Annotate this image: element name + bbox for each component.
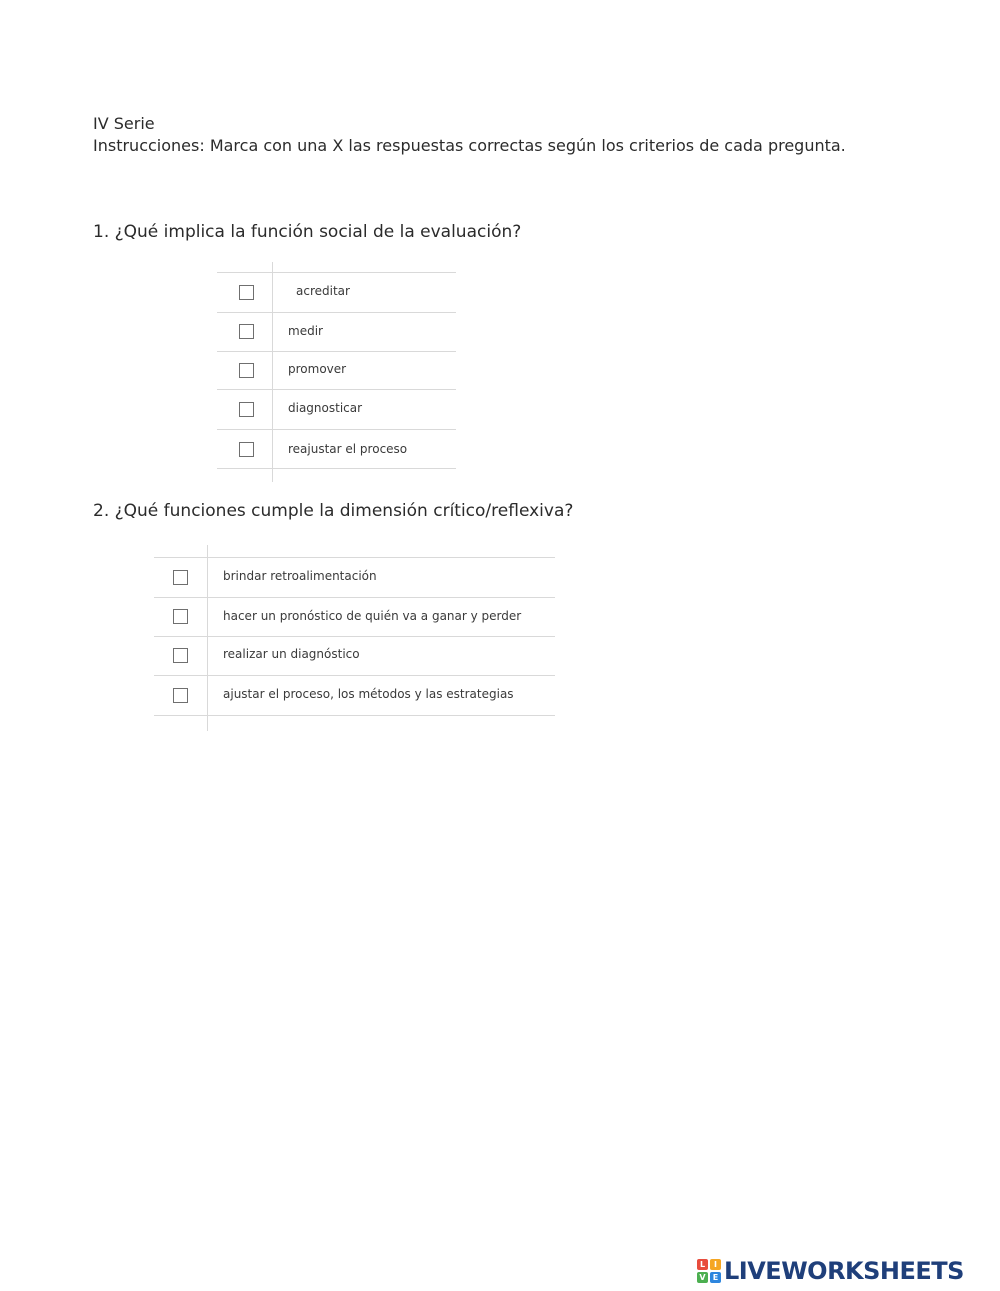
- option-checkbox[interactable]: [239, 363, 254, 378]
- option-checkbox[interactable]: [173, 648, 188, 663]
- option-checkbox[interactable]: [173, 570, 188, 585]
- question-2-title: 2. ¿Qué funciones cumple la dimensión crítico/reflexiva?: [93, 501, 574, 521]
- option-label: promover: [288, 362, 347, 376]
- option-label: ajustar el proceso, los métodos y las estrategias: [223, 687, 514, 701]
- option-checkbox[interactable]: [173, 688, 188, 703]
- question-1-title: 1. ¿Qué implica la función social de la evaluación?: [93, 222, 522, 242]
- list-item: [154, 675, 555, 715]
- serie-heading: IV Serie: [93, 114, 155, 133]
- list-item: [154, 636, 555, 675]
- question-1-options: [217, 262, 456, 482]
- question-2-options: [154, 545, 555, 731]
- option-label: medir: [288, 324, 323, 338]
- logo-text: LIVEWORKSHEETS: [724, 1257, 964, 1285]
- option-label: brindar retroalimentación: [223, 569, 377, 583]
- list-item: [154, 557, 555, 597]
- option-label: diagnosticar: [288, 401, 363, 415]
- option-label: reajustar el proceso: [288, 442, 408, 456]
- option-checkbox[interactable]: [239, 402, 254, 417]
- row-separator: [154, 715, 555, 716]
- liveworksheets-logo: [697, 1257, 964, 1285]
- logo-letter: E: [710, 1272, 721, 1283]
- logo-letter: L: [697, 1259, 708, 1270]
- liveworksheets-logo-icon: [697, 1259, 721, 1283]
- list-item: [217, 272, 456, 312]
- list-item: [154, 597, 555, 636]
- row-separator: [217, 468, 456, 469]
- option-label: hacer un pronóstico de quién va a ganar y perder: [223, 609, 522, 623]
- option-label: acreditar: [296, 284, 350, 298]
- list-item: [217, 351, 456, 389]
- option-label: realizar un diagnóstico: [223, 647, 360, 661]
- option-checkbox[interactable]: [239, 324, 254, 339]
- logo-letter: V: [697, 1272, 708, 1283]
- instructions-text: Instrucciones: Marca con una X las respuestas correctas según los criterios de cada pregunta.: [93, 136, 846, 155]
- list-item: [217, 389, 456, 429]
- option-checkbox[interactable]: [239, 442, 254, 457]
- option-checkbox[interactable]: [173, 609, 188, 624]
- list-item: [217, 429, 456, 468]
- logo-letter: I: [710, 1259, 721, 1270]
- list-item: [217, 312, 456, 351]
- option-checkbox[interactable]: [239, 285, 254, 300]
